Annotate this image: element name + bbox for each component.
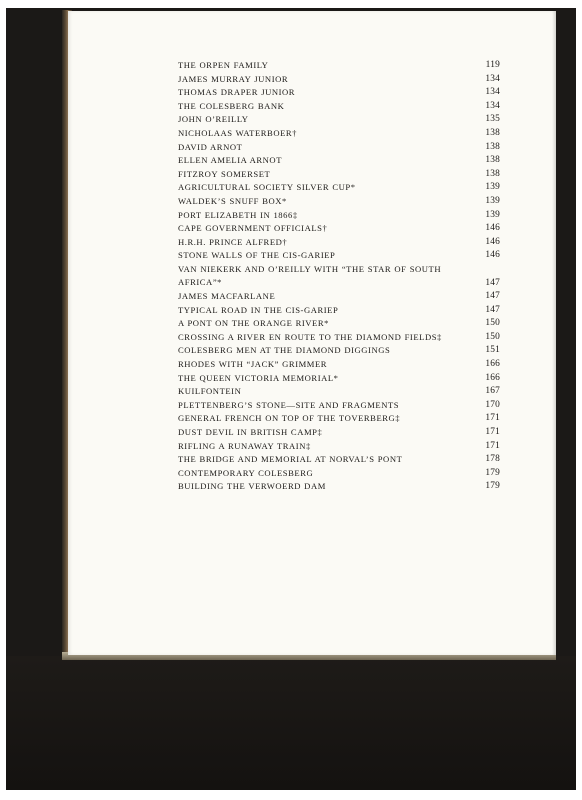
entry-page-number: 146: [485, 223, 500, 234]
entry-page-number: 138: [485, 168, 500, 179]
entry-title: NICHOLAAS WATERBOER†: [178, 127, 298, 138]
entry-title: PORT ELIZABETH IN 1866‡: [178, 209, 298, 220]
entry-title: JOHN O’REILLY: [178, 114, 249, 125]
list-item: [178, 181, 500, 195]
list-item: [178, 304, 500, 318]
list-item: [178, 236, 500, 250]
entry-title: WALDEK’S SNUFF BOX*: [178, 195, 287, 206]
entry-title: CAPE GOVERNMENT OFFICIALS†: [178, 223, 328, 234]
illustrations-list: [178, 59, 500, 494]
list-item: [178, 385, 500, 399]
list-item: [178, 73, 500, 87]
list-item: [178, 127, 500, 141]
table-surface: [6, 656, 576, 790]
list-item: [178, 440, 500, 454]
list-item: [178, 249, 500, 263]
list-item: [178, 344, 500, 358]
entry-title: GENERAL FRENCH ON TOP OF THE TOVERBERG‡: [178, 413, 401, 424]
entry-page-number: 139: [485, 209, 500, 220]
entry-page-number: 147: [485, 304, 500, 315]
entry-title: JAMES MACFARLANE: [178, 291, 276, 302]
page-edge-shadow: [552, 11, 556, 655]
entry-title: THE QUEEN VICTORIA MEMORIAL*: [178, 372, 339, 383]
list-item: [178, 141, 500, 155]
list-item: [178, 222, 500, 236]
entry-page-number: 138: [485, 155, 500, 166]
entry-page-number: 179: [485, 467, 500, 478]
list-item: [178, 86, 500, 100]
entry-title: TYPICAL ROAD IN THE CIS-GARIEP: [178, 304, 339, 315]
entry-title: KUILFONTEIN: [178, 386, 242, 397]
entry-page-number: 171: [485, 427, 500, 438]
list-item: [178, 317, 500, 331]
entry-title: THE ORPEN FAMILY: [178, 60, 269, 70]
list-item: [178, 263, 500, 290]
entry-page-number: 166: [485, 372, 500, 383]
entry-title: BUILDING THE VERWOERD DAM: [178, 481, 326, 492]
entry-page-number: 135: [485, 114, 500, 125]
entry-page-number: 138: [485, 127, 500, 138]
entry-title: CONTEMPORARY COLESBERG: [178, 467, 314, 478]
entry-title: STONE WALLS OF THE CIS-GARIEP: [178, 250, 336, 261]
entry-page-number: 171: [485, 413, 500, 424]
entry-title: AGRICULTURAL SOCIETY SILVER CUP*: [178, 182, 356, 193]
entry-page-number: 139: [485, 195, 500, 206]
list-item: [178, 358, 500, 372]
entry-title: DUST DEVIL IN BRITISH CAMP‡: [178, 427, 323, 438]
entry-page-number: 166: [485, 359, 500, 370]
entry-page-number: 119: [485, 60, 500, 70]
entry-page-number: 150: [485, 318, 500, 329]
list-item: [178, 100, 500, 114]
list-item: [178, 154, 500, 168]
entry-page-number: 167: [485, 386, 500, 397]
entry-title: CROSSING A RIVER EN ROUTE TO THE DIAMOND FIELDS‡: [178, 331, 442, 342]
list-item: [178, 331, 500, 345]
list-item: [178, 209, 500, 223]
list-item: [178, 426, 500, 440]
entry-page-number: 150: [485, 331, 500, 342]
list-item: [178, 372, 500, 386]
list-item: [178, 168, 500, 182]
entry-page-number: 139: [485, 182, 500, 193]
entry-page-number: 151: [485, 345, 500, 356]
entry-page-number: 134: [485, 87, 500, 98]
entry-title: JAMES MURRAY JUNIOR: [178, 73, 289, 84]
entry-page-number: 178: [485, 454, 500, 465]
entry-page-number: 171: [485, 440, 500, 451]
entry-title: PLETTENBERG’S STONE—SITE AND FRAGMENTS: [178, 399, 400, 410]
entry-page-number: 134: [485, 73, 500, 84]
list-item: [178, 113, 500, 127]
list-item: [178, 195, 500, 209]
entry-page-number: 179: [485, 481, 500, 492]
entry-title: H.R.H. PRINCE ALFRED†: [178, 236, 288, 247]
list-item: [178, 59, 500, 73]
list-item: [178, 399, 500, 413]
entry-title: FITZROY SOMERSET: [178, 168, 271, 179]
list-item: [178, 467, 500, 481]
entry-title: DAVID ARNOT: [178, 141, 243, 152]
entry-page-number: 134: [485, 100, 500, 111]
entry-title: A PONT ON THE ORANGE RIVER*: [178, 318, 329, 329]
entry-page-number: 138: [485, 141, 500, 152]
entry-title: RHODES WITH “JACK” GRIMMER: [178, 359, 328, 370]
list-item: [178, 480, 500, 494]
entry-title: ELLEN AMELIA ARNOT: [178, 155, 282, 166]
list-item: [178, 453, 500, 467]
entry-title: THE BRIDGE AND MEMORIAL AT NORVAL’S PONT: [178, 454, 403, 465]
entry-title: VAN NIEKERK AND O’REILLY WITH “THE STAR OF SOUTH AFRICA”*: [178, 263, 442, 287]
entry-title: THOMAS DRAPER JUNIOR: [178, 87, 296, 98]
entry-page-number: 146: [485, 250, 500, 261]
entry-page-number: 147: [485, 291, 500, 302]
entry-title: RIFLING A RUNAWAY TRAIN‡: [178, 440, 311, 451]
list-item: [178, 412, 500, 426]
list-item: [178, 290, 500, 304]
entry-page-number: 170: [485, 399, 500, 410]
entry-title: COLESBERG MEN AT THE DIAMOND DIGGINGS: [178, 345, 391, 356]
entry-title: THE COLESBERG BANK: [178, 100, 285, 111]
entry-page-number: 147: [485, 277, 500, 288]
entry-page-number: 146: [485, 236, 500, 247]
